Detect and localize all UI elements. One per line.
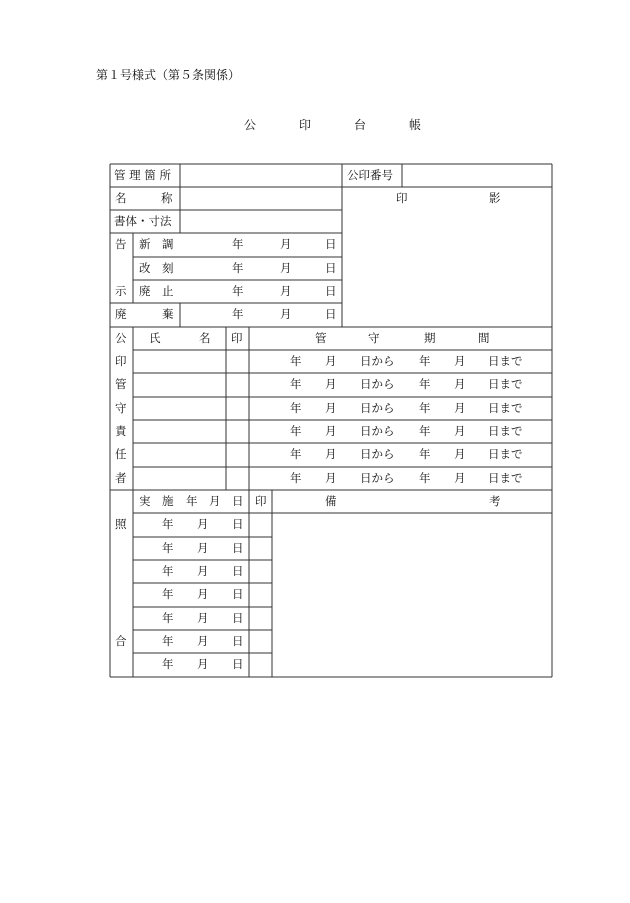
- period-to-day: 日まで: [488, 377, 523, 391]
- date-month: 月: [197, 541, 209, 555]
- title-char: 台: [354, 118, 367, 132]
- period-from-year: 年: [290, 377, 302, 391]
- form-number: 第１号様式（第５条関係）: [96, 68, 241, 82]
- koin-kanshu-side-char: 守: [115, 401, 127, 415]
- period-from-day: 日から: [360, 447, 395, 461]
- kokuji-char: 告: [115, 237, 127, 251]
- in-label: 印: [255, 494, 267, 508]
- date-day: 日: [232, 657, 244, 671]
- date-month: 月: [197, 657, 209, 671]
- haishi-char: 止: [162, 284, 174, 298]
- date-day: 日: [325, 261, 337, 275]
- period-from-month: 月: [325, 424, 337, 438]
- date-year: 年: [162, 541, 174, 555]
- period-from-month: 月: [325, 471, 337, 485]
- period-to-day: 日まで: [488, 401, 523, 415]
- jisshi-char: 日: [232, 494, 244, 508]
- period-from-month: 月: [325, 377, 337, 391]
- period-to-month: 月: [454, 354, 466, 368]
- haishi-char: 廃: [139, 284, 151, 298]
- date-year: 年: [162, 587, 174, 601]
- period-to-month: 月: [454, 377, 466, 391]
- name-label-char: 称: [161, 191, 173, 205]
- period-to-year: 年: [419, 447, 431, 461]
- koin-kanshu-side-char: 管: [115, 377, 127, 391]
- period-to-day: 日まで: [488, 424, 523, 438]
- period-to-year: 年: [419, 424, 431, 438]
- date-month: 月: [280, 307, 292, 321]
- title-char: 帳: [409, 118, 422, 132]
- inei-label-char: 影: [489, 191, 501, 205]
- inei-label-char: 印: [396, 191, 408, 205]
- date-year: 年: [162, 611, 174, 625]
- title-char: 印: [299, 118, 312, 132]
- haiki-char: 廃: [115, 307, 127, 321]
- period-to-year: 年: [419, 354, 431, 368]
- date-month: 月: [280, 237, 292, 251]
- date-month: 月: [197, 564, 209, 578]
- period-to-day: 日まで: [488, 354, 523, 368]
- kanshu-kikan-char: 期: [424, 331, 436, 345]
- koin-kanshu-side-char: 任: [115, 447, 127, 461]
- date-month: 月: [197, 587, 209, 601]
- date-month: 月: [280, 284, 292, 298]
- shimei-char: 名: [199, 331, 211, 345]
- date-year: 年: [232, 261, 244, 275]
- period-from-year: 年: [290, 401, 302, 415]
- period-from-day: 日から: [360, 401, 395, 415]
- kanshu-kikan-char: 管: [315, 331, 327, 345]
- date-year: 年: [232, 237, 244, 251]
- date-day: 日: [232, 611, 244, 625]
- period-to-year: 年: [419, 401, 431, 415]
- period-from-day: 日から: [360, 471, 395, 485]
- koin-bango-label: 公印番号: [347, 168, 393, 182]
- period-to-year: 年: [419, 471, 431, 485]
- date-year: 年: [162, 657, 174, 671]
- date-year: 年: [162, 517, 174, 531]
- shogo-side-char: 照: [115, 517, 127, 531]
- date-day: 日: [232, 564, 244, 578]
- date-month: 月: [280, 261, 292, 275]
- kanri-kasho-label: 管 理 箇 所: [114, 168, 171, 182]
- date-day: 日: [232, 634, 244, 648]
- jisshi-char: 月: [209, 494, 221, 508]
- date-day: 日: [232, 541, 244, 555]
- period-to-day: 日まで: [488, 447, 523, 461]
- period-from-month: 月: [325, 354, 337, 368]
- date-year: 年: [162, 564, 174, 578]
- period-from-day: 日から: [360, 424, 395, 438]
- period-to-month: 月: [454, 401, 466, 415]
- date-day: 日: [325, 284, 337, 298]
- date-month: 月: [197, 517, 209, 531]
- biko-char: 備: [325, 494, 337, 508]
- date-year: 年: [232, 307, 244, 321]
- kaikoku-char: 刻: [162, 261, 174, 275]
- in-label: 印: [231, 331, 243, 345]
- koin-kanshu-side-char: 責: [115, 424, 127, 438]
- shimei-char: 氏: [149, 331, 161, 345]
- period-from-year: 年: [290, 471, 302, 485]
- date-day: 日: [325, 237, 337, 251]
- jisshi-char: 実: [139, 494, 151, 508]
- shogo-side-char: 合: [115, 634, 127, 648]
- kaikoku-char: 改: [139, 261, 151, 275]
- kanshu-kikan-char: 間: [478, 331, 490, 345]
- shinchou-char: 調: [162, 237, 174, 251]
- period-from-year: 年: [290, 354, 302, 368]
- period-to-year: 年: [419, 377, 431, 391]
- date-month: 月: [197, 611, 209, 625]
- period-to-day: 日まで: [488, 471, 523, 485]
- period-from-month: 月: [325, 401, 337, 415]
- jisshi-char: 施: [162, 494, 174, 508]
- period-to-month: 月: [454, 424, 466, 438]
- haiki-char: 棄: [162, 307, 174, 321]
- jisshi-char: 年: [186, 494, 198, 508]
- title-char: 公: [244, 118, 257, 132]
- period-from-year: 年: [290, 424, 302, 438]
- period-to-month: 月: [454, 447, 466, 461]
- koin-kanshu-side-char: 公: [115, 331, 127, 345]
- period-from-day: 日から: [360, 354, 395, 368]
- koin-kanshu-side-char: 者: [115, 471, 127, 485]
- period-from-month: 月: [325, 447, 337, 461]
- kanshu-kikan-char: 守: [368, 331, 380, 345]
- name-label-char: 名: [115, 191, 127, 205]
- date-day: 日: [325, 307, 337, 321]
- period-to-month: 月: [454, 471, 466, 485]
- date-day: 日: [232, 587, 244, 601]
- date-year: 年: [232, 284, 244, 298]
- date-month: 月: [197, 634, 209, 648]
- kokuji-char: 示: [115, 284, 127, 298]
- shotai-sunpo-label: 書体・寸法: [114, 214, 172, 228]
- shinchou-char: 新: [139, 237, 151, 251]
- date-year: 年: [162, 634, 174, 648]
- date-day: 日: [232, 517, 244, 531]
- koin-kanshu-side-char: 印: [115, 354, 127, 368]
- period-from-year: 年: [290, 447, 302, 461]
- biko-char: 考: [489, 494, 501, 508]
- period-from-day: 日から: [360, 377, 395, 391]
